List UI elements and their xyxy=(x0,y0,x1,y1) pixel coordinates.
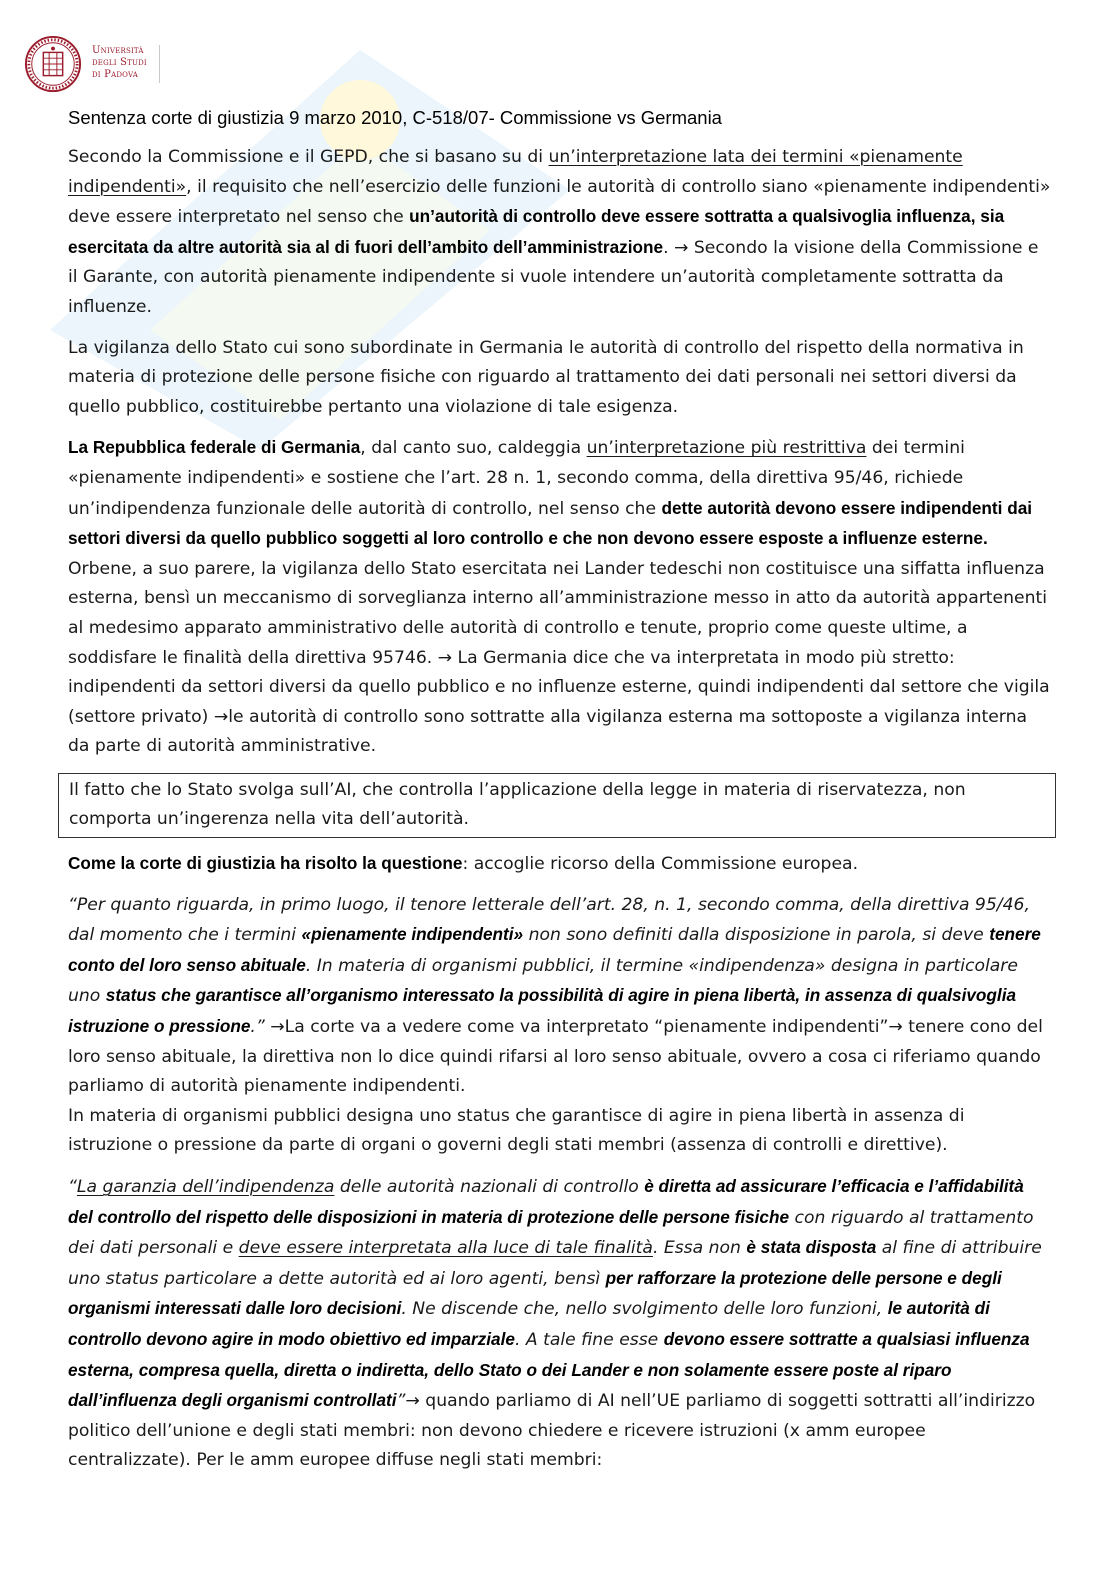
text-span: Secondo la Commissione e il GEPD, che si basano su di xyxy=(68,147,549,167)
university-name-line3: di Padova xyxy=(92,69,139,80)
bold-text: Come la corte di giustizia ha risolto la questione xyxy=(68,853,463,874)
university-name xyxy=(92,45,160,83)
italic-text: delle autorità nazionali di controllo xyxy=(334,1177,645,1197)
university-header xyxy=(24,34,160,94)
underlined-text: un’interpretazione lata dei termini «pienamente indipendenti» xyxy=(68,147,963,197)
italic-text: .” xyxy=(250,1017,265,1038)
text-span: dei termini «pienamente indipendenti» e sostiene che l’art. 28 n. 1, secondo comma, della direttiva 95/46, richiede un’indipendenza funzionale delle autorità di controllo, nel senso che xyxy=(68,438,965,519)
bold-italic-text: per rafforzare la protezione delle persone e degli organismi interessati dalle loro decisioni xyxy=(68,1267,1002,1319)
page-title: Sentenza corte di giustizia 9 marzo 2010, C-518/07- Commissione vs Germania xyxy=(68,107,722,128)
bold-text: La Repubblica federale di Germania xyxy=(68,437,361,458)
paragraph-germany-view xyxy=(68,433,1052,762)
italic-text: “ xyxy=(68,1177,77,1197)
bold-text: dette autorità devono essere indipendenti dai settori diversi da quello pubblico soggetti al loro controllo e che non devono essere esposte a influenze esterne. xyxy=(68,497,1033,549)
document-body xyxy=(68,104,1052,1487)
paragraph-literal-interpretation xyxy=(68,891,1052,1161)
bold-italic-text: «pienamente indipendenti» xyxy=(301,924,524,945)
text-span: , il requisito che nell’esercizio delle funzioni le autorità di controllo siano «pienamente indipendenti» deve essere interpretato nel senso che xyxy=(68,176,1051,228)
bold-italic-text: status che garantisce all’organismo interessato la possibilità di agire in piena libertà, in assenza di qualsivoglia istruzione o pressione xyxy=(68,985,1017,1037)
bold-italic-text: è diretta ad assicurare l’efficacia e l’affidabilità del controllo del rispetto delle disposizioni in materia di protezione delle persone fisiche xyxy=(68,1176,1024,1227)
bold-italic-text: devono essere sottratte a qualsiasi influenza esterna, compresa quella, diretta o indiretta, dello Stato o dei Lander e non solamente essere poste al riparo dall’influenza degli organismi controllati xyxy=(68,1328,1030,1411)
italic-text: non sono definiti dalla disposizione in parola, si deve xyxy=(523,925,990,946)
text-span: , dal canto suo, caldeggia xyxy=(360,438,587,459)
university-name-line2: degli Studi xyxy=(92,57,147,68)
underlined-italic-text: deve essere interpretata alla luce di tale finalità xyxy=(238,1238,653,1259)
italic-text: “Per quanto riguarda, in primo luogo, il tenore letterale dell’art. 28, n. 1, secondo comma, della direttiva 95/46, dal momento che i termini xyxy=(68,894,1030,946)
italic-text: con riguardo al trattamento dei dati personali e xyxy=(68,1207,1034,1259)
underlined-text: un’interpretazione più restrittiva xyxy=(586,438,867,459)
paragraph-court-resolution xyxy=(68,849,1052,880)
text-span: →La corte va a vedere come va interpretato “pienamente indipendenti”→ tenere cono del loro senso abituale, la direttiva non lo dice quindi rifarsi al loro senso abituale, ovvero a cosa ci riferiamo quando parliamo di autorità pienamente indipendenti. xyxy=(68,1017,1043,1097)
italic-text: . Essa non xyxy=(652,1238,747,1259)
bold-italic-text: tenere conto del loro senso abituale xyxy=(68,924,1041,975)
boxed-note: Il fatto che lo Stato svolga sull’AI, che controlla l’applicazione della legge in materia di riservatezza, non comporta un’ingerenza nella vita dell’autorità. xyxy=(58,773,1056,838)
bold-italic-text: le autorità di controllo devono agire in modo obiettivo ed imparziale xyxy=(68,1298,990,1349)
paragraph-state-vigilance: La vigilanza dello Stato cui sono subordinate in Germania le autorità di controllo del rispetto della normativa in materia di protezione delle persone fisiche con riguardo al trattamento dei dati personali nei settori diversi da quello pubblico, costituirebbe pertanto una violazione di tale esigenza. xyxy=(68,337,1024,417)
bold-text: un’autorità di controllo deve essere sottratta a qualsivoglia influenza, sia esercitata da altre autorità sia al di fuori dell’ambito dell’amministrazione xyxy=(68,206,1005,257)
italic-text: al fine di attribuire uno status particolare a dette autorità ed ai loro agenti, bensì xyxy=(68,1238,1042,1289)
italic-text: . In materia di organismi pubblici, il termine «indipendenza» designa in particolare uno xyxy=(68,955,1018,1007)
text-span: : accoglie ricorso della Commissione europea. xyxy=(462,854,859,875)
university-name-line1: Università xyxy=(92,45,144,56)
text-span: → quando parliamo di AI nell’UE parliamo di soggetti sottratti all’indirizzo politico dell’unione e degli stati membri: non devono chiedere e ricevere istruzioni (x amm europee centralizzate). Per le amm europee diffuse negli stati membri: xyxy=(68,1391,1036,1471)
italic-text: ” xyxy=(396,1391,406,1412)
underlined-italic-text: La garanzia dell’indipendenza xyxy=(76,1177,335,1197)
text-span: Orbene, a suo parere, la vigilanza dello Stato esercitata nei Lander tedeschi non costituisce una siffatta influenza esterna, bensì un meccanismo di sorveglianza interno all’amministrazione messo in atto da autorità appartenenti al medesimo apparato amministrativo delle autorità di controllo e tenute, proprio come queste ultime, a soddisfare le finalità della direttiva 95746. → La Germania dice che va interpretata in modo più stretto: indipendenti da settori diversi da quello pubblico e no influenze esterne, quindi indipendenti dal settore che vigila (settore privato) →le autorità di controllo sono sottratte alla vigilanza esterna ma sottoposte a vigilanza interna da parte di autorità amministrative. xyxy=(68,558,1050,757)
italic-text: . Ne discende che, nello svolgimento delle loro funzioni, xyxy=(401,1299,888,1320)
bold-italic-text: è stata disposta xyxy=(746,1237,877,1258)
paragraph-commission-view xyxy=(68,143,1052,323)
paragraph-independence-guarantee xyxy=(68,1172,1052,1476)
university-seal-logo xyxy=(24,35,82,93)
text-span: . → Secondo la visione della Commissione e il Garante, con autorità pienamente indipendente si vuole intendere un’autorità completamente sottratta da influenze. xyxy=(68,237,1039,317)
italic-text: . A tale fine esse xyxy=(514,1329,664,1350)
text-span: In materia di organismi pubblici designa uno status che garantisce di agire in piena libertà in assenza di istruzione o pressione da parte di organi o governi degli stati membri (assenza di controlli e direttive). xyxy=(68,1105,965,1156)
